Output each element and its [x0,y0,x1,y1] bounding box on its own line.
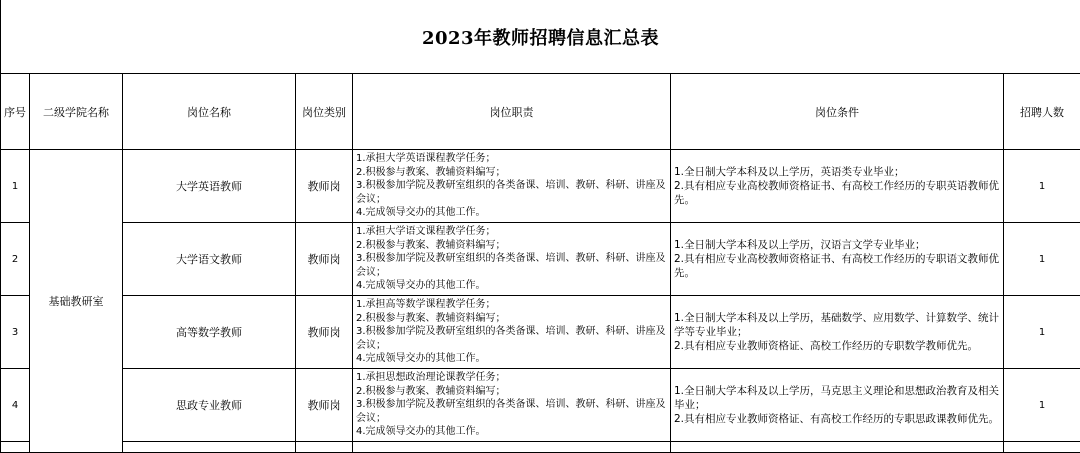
condition-line: 2.具有相应专业高校教师资格证书、有高校工作经历的专职英语教师优先。 [674,179,1001,207]
cell-category: 教师岗 [296,223,353,296]
cell-duties [353,369,671,442]
duty-line: 2.积极参与教案、教辅资料编写； [356,239,668,252]
condition-line: 1.全日制大学本科及以上学历，马克思主义理论和思想政治教育及相关毕业； [674,384,1001,412]
header-duties: 岗位职责 [353,74,671,150]
cell-empty [671,442,1004,453]
cell-dept: 基础教研室 [30,150,123,453]
cell-seq: 3 [1,296,30,369]
table-row [1,296,1080,369]
condition-line: 2.具有相应专业教师资格证、有高校工作经历的专职思政课教师优先。 [674,412,1001,426]
table-row [1,150,1080,223]
duty-line: 1.承担大学语文课程教学任务； [356,225,668,238]
table-title: 2023年教师招聘信息汇总表 [0,0,1080,73]
cell-position: 高等数学教师 [123,296,296,369]
duty-line: 2.积极参与教案、教辅资料编写； [356,312,668,325]
duty-line: 4.完成领导交办的其他工作。 [356,425,668,438]
cell-conditions [671,223,1004,296]
duty-line: 2.积极参与教案、教辅资料编写； [356,166,668,179]
duty-line: 4.完成领导交办的其他工作。 [356,206,668,219]
cell-count: 1 [1004,369,1080,442]
header-position: 岗位名称 [123,74,296,150]
cell-empty [1004,442,1080,453]
duty-line: 2.积极参与教案、教辅资料编写； [356,385,668,398]
header-count: 招聘人数 [1004,74,1080,150]
recruitment-table [0,73,1080,453]
cell-empty [1,442,30,453]
duty-line: 3.积极参加学院及教研室组织的各类备课、培训、教研、科研、讲座及会议； [356,398,668,425]
cell-category: 教师岗 [296,369,353,442]
table-row-partial [1,442,1080,453]
cell-seq: 4 [1,369,30,442]
cell-count: 1 [1004,150,1080,223]
duty-line: 1.承担思想政治理论课教学任务； [356,371,668,384]
cell-empty [353,442,671,453]
condition-line: 2.具有相应专业高校教师资格证书、有高校工作经历的专职语文教师优先。 [674,252,1001,280]
condition-line: 2.具有相应专业教师资格证、高校工作经历的专职数学教师优先。 [674,339,1001,353]
cell-duties [353,223,671,296]
cell-category: 教师岗 [296,296,353,369]
cell-seq: 1 [1,150,30,223]
duty-line: 3.积极参加学院及教研室组织的各类备课、培训、教研、科研、讲座及会议； [356,252,668,279]
cell-category: 教师岗 [296,150,353,223]
cell-seq: 2 [1,223,30,296]
condition-line: 1.全日制大学本科及以上学历，英语类专业毕业； [674,165,1001,179]
cell-empty [296,442,353,453]
cell-position: 大学语文教师 [123,223,296,296]
header-seq: 序号 [1,74,30,150]
duty-line: 1.承担大学英语课程教学任务； [356,152,668,165]
cell-conditions [671,369,1004,442]
table-row [1,223,1080,296]
cell-conditions [671,150,1004,223]
condition-line: 1.全日制大学本科及以上学历，基础数学、应用数学、计算数学、统计学等专业毕业； [674,311,1001,339]
duty-line: 1.承担高等数学课程教学任务； [356,298,668,311]
cell-duties [353,150,671,223]
cell-conditions [671,296,1004,369]
header-dept: 二级学院名称 [30,74,123,150]
cell-count: 1 [1004,296,1080,369]
cell-empty [123,442,296,453]
cell-position: 思政专业教师 [123,369,296,442]
cell-duties [353,296,671,369]
header-category: 岗位类别 [296,74,353,150]
cell-count: 1 [1004,223,1080,296]
duty-line: 3.积极参加学院及教研室组织的各类备课、培训、教研、科研、讲座及会议； [356,325,668,352]
duty-line: 3.积极参加学院及教研室组织的各类备课、培训、教研、科研、讲座及会议； [356,179,668,206]
header-conditions: 岗位条件 [671,74,1004,150]
table-row [1,369,1080,442]
cell-position: 大学英语教师 [123,150,296,223]
condition-line: 1.全日制大学本科及以上学历，汉语言文学专业毕业； [674,238,1001,252]
duty-line: 4.完成领导交办的其他工作。 [356,352,668,365]
header-row [1,74,1080,150]
duty-line: 4.完成领导交办的其他工作。 [356,279,668,292]
